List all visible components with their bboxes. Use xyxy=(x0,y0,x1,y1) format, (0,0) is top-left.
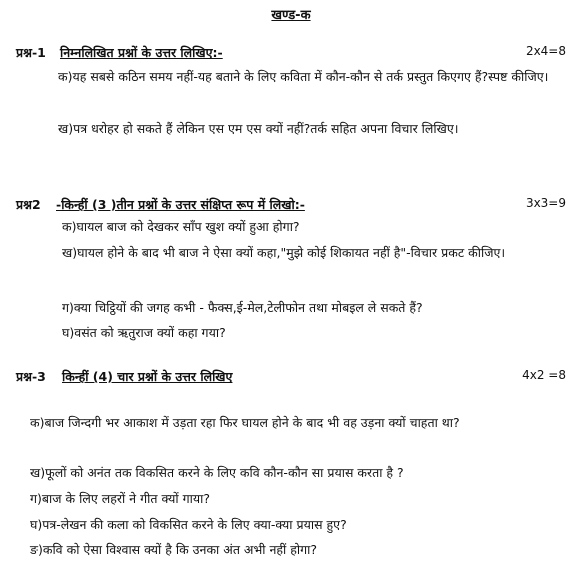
question-1-header xyxy=(16,44,566,64)
question-3-item-a xyxy=(30,410,550,436)
question-3-item-b xyxy=(30,460,550,486)
question-2-marks: 3x3=9 xyxy=(525,196,566,210)
item-text: यह सबसे कठिन समय नहीं-यह बताने के लिए कविता में कौन-कौन से तर्क प्रस्तुत किएगए हैं?स्पष्ट कीजिए। xyxy=(72,69,549,84)
question-1-number: प्रश्न-1 xyxy=(16,45,46,60)
item-label: ख) xyxy=(30,465,46,480)
item-text: फूलों को अनंत तक विकसित करने के लिए कवि कौन-कौन सा प्रयास करता है ? xyxy=(45,465,404,480)
question-2-title: -किन्हीं (3 )तीन प्रश्नों के उत्तर संक्षिप्त रूप में लिखो:- xyxy=(56,197,305,212)
item-text: घायल बाज को देखकर साँप खुश क्यों हुआ होगा? xyxy=(76,219,300,234)
question-3-title: किन्हीं (4) चार प्रश्नों के उत्तर लिखिए xyxy=(62,369,233,384)
item-label: घ) xyxy=(30,517,43,532)
item-label: ङ) xyxy=(30,542,43,557)
item-label: ग) xyxy=(62,300,74,315)
section-title: खण्ड-क xyxy=(271,8,311,23)
question-3-number: प्रश्न-3 xyxy=(16,369,46,384)
question-3-marks: 4x2 =8 xyxy=(522,368,566,382)
question-3-item-c xyxy=(30,486,550,512)
question-2-item-a xyxy=(62,214,542,240)
item-text: पत्र धरोहर हो सकते हैं लेकिन एस एम एस क्यों नहीं?तर्क सहित अपना विचार लिखिए। xyxy=(73,121,459,136)
question-1-item-b xyxy=(58,116,548,142)
question-2-item-b xyxy=(62,240,532,266)
question-2-item-d xyxy=(62,320,542,346)
item-text: वसंत को ऋतुराज क्यों कहा गया? xyxy=(74,325,226,340)
item-label: ग) xyxy=(30,491,42,506)
item-text: कवि को ऐसा विश्वास क्यों है कि उनका अंत अभी नहीं होगा? xyxy=(42,542,318,557)
question-3-item-d xyxy=(30,512,550,538)
item-text: पत्र-लेखन की कला को विकसित करने के लिए क्या-क्या प्रयास हुए? xyxy=(42,517,347,532)
question-1-item-a xyxy=(58,64,558,90)
item-label: क) xyxy=(30,415,45,430)
item-text: क्या चिट्ठियों की जगह कभी - फैक्स,ई-मेल,टेलीफोन तथा मोबइल ले सकते हैं? xyxy=(73,300,423,315)
question-1-title: निम्नलिखित प्रश्नों के उत्तर लिखिए:- xyxy=(60,45,223,60)
question-2-header xyxy=(16,196,566,216)
item-label: ख) xyxy=(62,245,78,260)
item-text: बाज के लिए लहरों ने गीत क्यों गाया? xyxy=(41,491,210,506)
item-text: बाज जिन्दगी भर आकाश में उड़ता रहा फिर घायल होने के बाद भी वह उड़ना क्यों चाहता था? xyxy=(44,415,460,430)
item-label: घ) xyxy=(62,325,75,340)
item-label: ख) xyxy=(58,121,74,136)
question-1-marks: 2x4=8 xyxy=(525,44,566,58)
question-2-item-c xyxy=(62,295,552,321)
question-3-header xyxy=(16,368,566,388)
question-2-number: प्रश्न2 xyxy=(16,197,41,212)
question-3-item-e xyxy=(30,537,550,563)
item-label: क) xyxy=(62,219,77,234)
item-label: क) xyxy=(58,69,73,84)
item-text: घायल होने के बाद भी बाज ने ऐसा क्यों कहा,"मुझे कोई शिकायत नहीं है"-विचार प्रकट कीजिए। xyxy=(77,245,506,260)
